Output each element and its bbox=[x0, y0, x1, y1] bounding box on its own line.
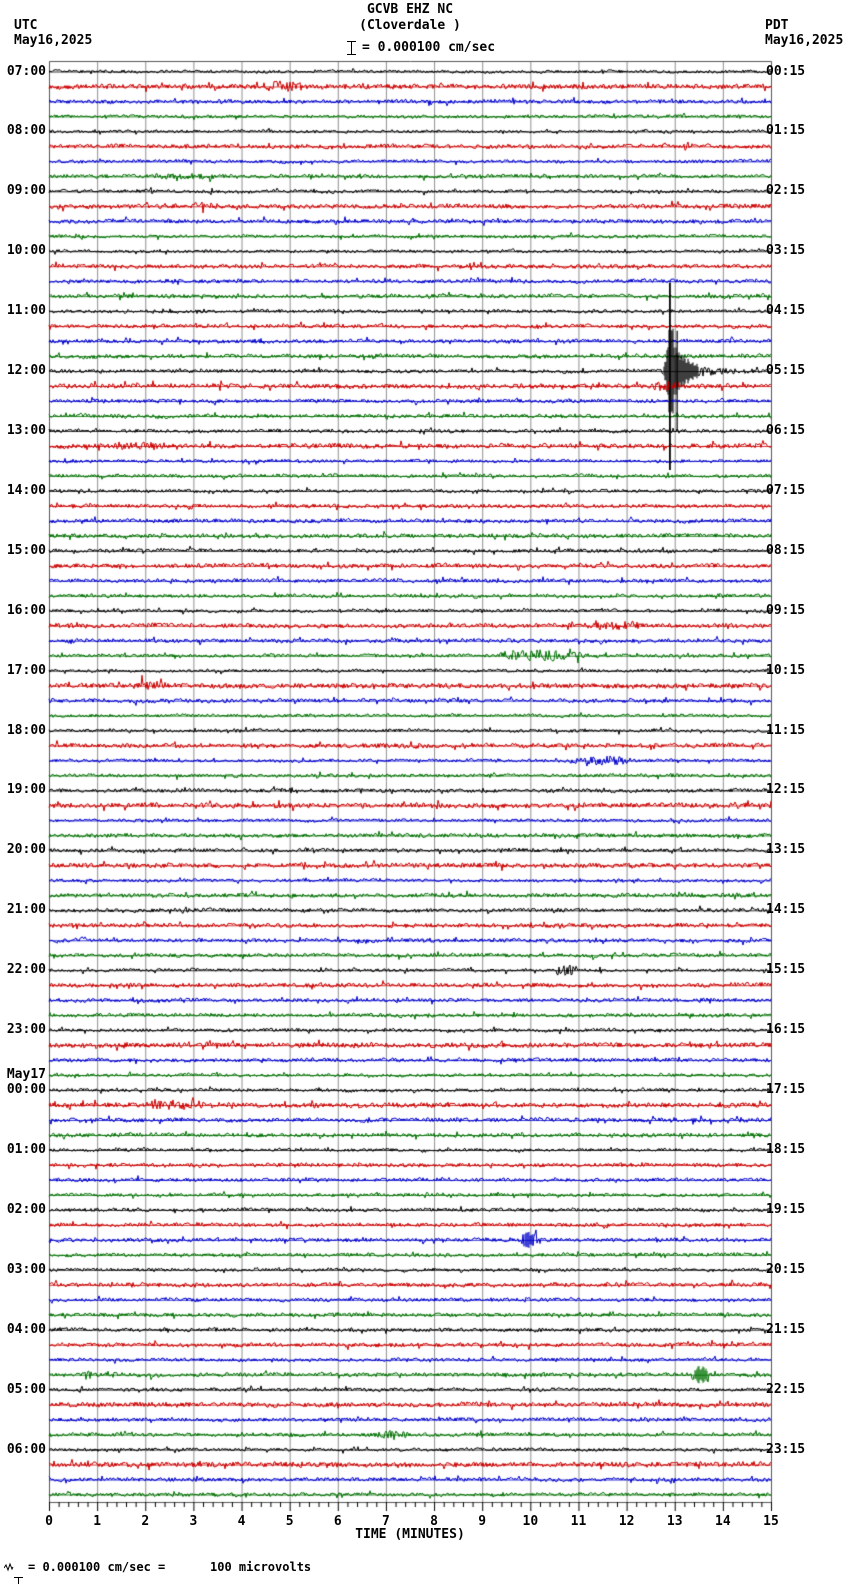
utc-time-label: 22:00 bbox=[6, 962, 46, 978]
pdt-time-label: 15:15 bbox=[766, 962, 806, 978]
pdt-time-label: 08:15 bbox=[766, 542, 806, 558]
axis-tick-label: 1 bbox=[93, 1514, 102, 1529]
pdt-time-label: 21:15 bbox=[766, 1321, 806, 1337]
pdt-time-label: 04:15 bbox=[766, 303, 806, 319]
utc-time-label: 18:00 bbox=[6, 722, 46, 738]
footer-scale-value: 100 microvolts bbox=[210, 1560, 312, 1574]
axis-tick-label: 12 bbox=[618, 1514, 635, 1529]
axis-tick-label: 0 bbox=[45, 1514, 53, 1529]
pdt-time-label: 13:15 bbox=[766, 842, 806, 858]
axis-tick-label: 15 bbox=[763, 1514, 779, 1529]
pdt-time-label: 10:15 bbox=[766, 662, 806, 678]
utc-time-label: 07:00 bbox=[6, 63, 46, 79]
utc-time-label: 01:00 bbox=[6, 1141, 46, 1157]
pdt-time-label: 02:15 bbox=[766, 183, 806, 199]
axis-tick-label: 9 bbox=[478, 1514, 487, 1529]
utc-time-label: 02:00 bbox=[6, 1201, 46, 1217]
utc-time-label: 05:00 bbox=[6, 1381, 46, 1397]
station-subtitle: (Cloverdale ) bbox=[359, 18, 461, 33]
utc-time-label: 19:00 bbox=[6, 782, 46, 798]
axis-tick-label: 7 bbox=[382, 1514, 390, 1529]
utc-time-label: 21:00 bbox=[6, 902, 46, 918]
utc-time-label: 03:00 bbox=[6, 1261, 46, 1277]
pdt-time-label: 18:15 bbox=[766, 1141, 806, 1157]
axis-tick-label: 2 bbox=[141, 1514, 150, 1529]
axis-tick-label: 11 bbox=[570, 1514, 587, 1529]
utc-time-label: 14:00 bbox=[6, 482, 46, 498]
utc-time-label: 11:00 bbox=[6, 303, 46, 319]
axis-tick-label: 10 bbox=[522, 1514, 539, 1529]
pdt-time-label: 01:15 bbox=[766, 123, 806, 139]
right-date-label: May16,2025 bbox=[765, 33, 844, 48]
scale-label: = 0.000100 cm/sec bbox=[362, 40, 496, 55]
utc-time-label: 13:00 bbox=[6, 422, 46, 438]
utc-time-label: 16:00 bbox=[6, 602, 46, 618]
pdt-time-label: 05:15 bbox=[766, 363, 806, 379]
station-title: GCVB EHZ NC bbox=[366, 2, 454, 17]
axis-tick-label: 13 bbox=[666, 1514, 683, 1529]
axis-tick-label: 8 bbox=[430, 1514, 438, 1529]
footer-scale-bar-icon bbox=[14, 1577, 23, 1584]
utc-time-label: 04:00 bbox=[6, 1321, 46, 1337]
pdt-time-label: 09:15 bbox=[766, 602, 806, 618]
pdt-time-label: 07:15 bbox=[766, 482, 806, 498]
scale-bar-icon bbox=[347, 41, 356, 55]
pdt-time-label: 23:15 bbox=[766, 1441, 806, 1457]
utc-time-label: 06:00 bbox=[6, 1441, 46, 1457]
pdt-time-label: 19:15 bbox=[766, 1201, 806, 1217]
pdt-time-label: 14:15 bbox=[766, 902, 806, 918]
pdt-time-label: 16:15 bbox=[766, 1022, 806, 1038]
utc-time-label: 17:00 bbox=[6, 662, 46, 678]
axis-tick-label: 5 bbox=[285, 1514, 294, 1529]
pdt-time-label: 00:15 bbox=[766, 63, 806, 79]
pdt-time-label: 03:15 bbox=[766, 243, 806, 259]
left-date-label: May16,2025 bbox=[14, 33, 93, 48]
axis-title: TIME (MINUTES) bbox=[355, 1527, 465, 1542]
axis-tick-label: 4 bbox=[237, 1514, 246, 1529]
pdt-time-label: 20:15 bbox=[766, 1261, 806, 1277]
axis-tick-label: 3 bbox=[189, 1514, 198, 1529]
axis-tick-label: 6 bbox=[333, 1514, 342, 1529]
utc-time-label: 08:00 bbox=[6, 123, 46, 139]
left-timezone-label: UTC bbox=[14, 18, 38, 33]
pdt-time-label: 06:15 bbox=[766, 422, 806, 438]
utc-time-label: 20:00 bbox=[6, 842, 46, 858]
utc-time-label: 10:00 bbox=[6, 243, 46, 259]
pdt-time-label: 22:15 bbox=[766, 1381, 806, 1397]
date-rollover-label: May17 bbox=[6, 1067, 46, 1083]
pdt-time-label: 11:15 bbox=[766, 722, 806, 738]
pdt-time-label: 17:15 bbox=[766, 1082, 806, 1098]
utc-time-label: 12:00 bbox=[6, 363, 46, 379]
utc-time-label: 15:00 bbox=[6, 542, 46, 558]
pdt-time-label: 12:15 bbox=[766, 782, 806, 798]
axis-tick-label: 14 bbox=[715, 1514, 731, 1529]
utc-time-label: 23:00 bbox=[6, 1022, 46, 1038]
waveform-mark-icon bbox=[4, 1562, 14, 1572]
footer-scale-text: = 0.000100 cm/sec = bbox=[28, 1560, 166, 1574]
utc-time-label: 09:00 bbox=[6, 183, 46, 199]
utc-time-label: 00:00 bbox=[6, 1082, 46, 1098]
right-timezone-label: PDT bbox=[765, 18, 789, 33]
